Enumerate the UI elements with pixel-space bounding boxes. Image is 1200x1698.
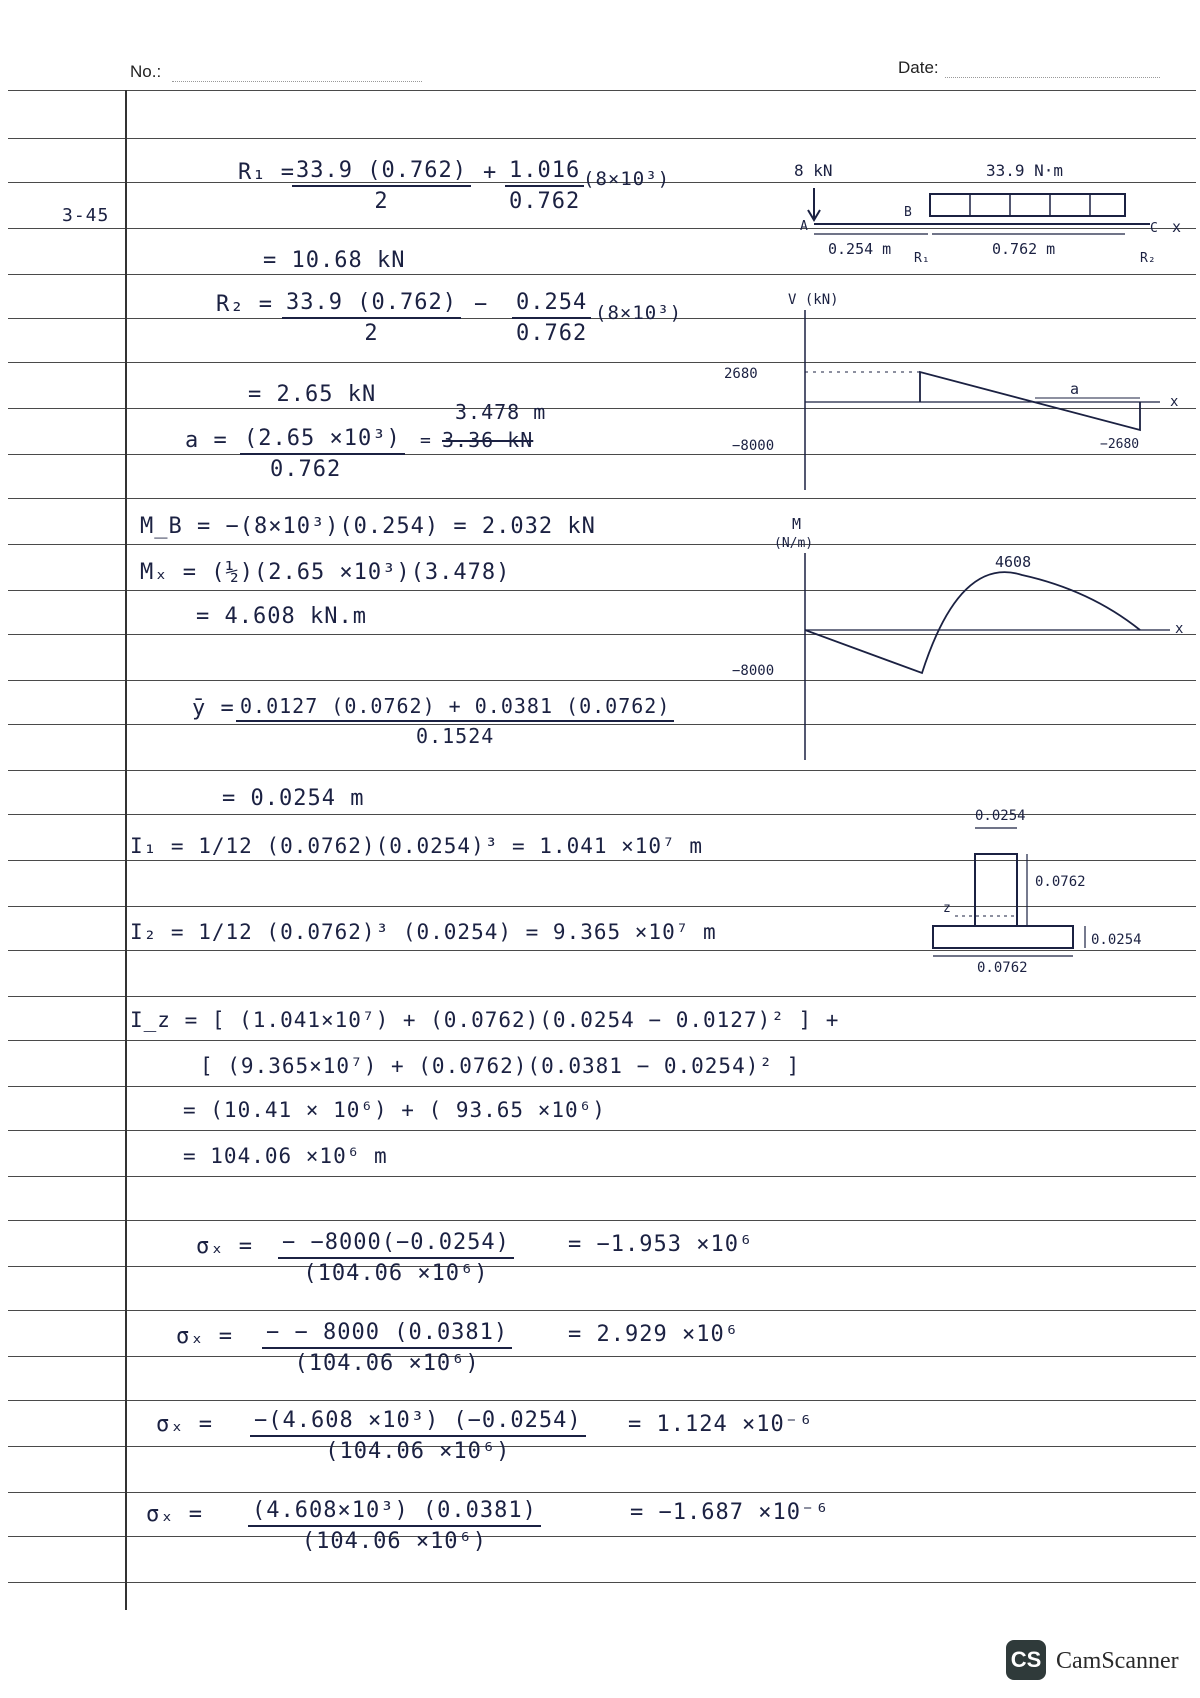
ruled-line [8,1040,1196,1041]
ruled-line [8,90,1196,91]
a-den: 0.762 [270,457,342,482]
stress4-num: (4.608×10³) (0.0381) [248,1498,541,1527]
mx-result: = 4.608 kN.m [196,604,367,629]
section-web-height: 0.0762 [1035,874,1086,890]
len-a-label: 0.254 m [828,240,892,258]
iz-line2: [ (9.365×10⁷) + (0.0762)(0.0381 − 0.0254)² ] [200,1054,801,1078]
shear-force-diagram [720,290,1200,490]
r2-num-a: 33.9 (0.762) [282,290,461,319]
problem-number: 3-45 [62,205,110,226]
ruled-line [8,1176,1196,1177]
ruled-line [8,1130,1196,1131]
r2-den-a: 2 [364,321,379,346]
r1-label: R₁ [914,251,930,266]
stress2-result: = 2.929 ×10⁶ [568,1322,739,1347]
point-b-label: B [904,205,912,220]
shear-x-label: x [1170,394,1179,410]
stress4-result: = −1.687 ×10⁻⁶ [630,1500,830,1525]
ruled-line [8,1356,1196,1357]
stress3-result: = 1.124 ×10⁻⁶ [628,1412,814,1437]
beam-x-label: x [1172,218,1182,236]
ruled-line [8,1446,1196,1447]
a-lhs: a = [185,428,228,453]
section-top-width: 0.0254 [975,808,1026,824]
section-web [975,854,1017,926]
ruled-line [8,498,1196,499]
shear-right-value: −2680 [1100,437,1140,452]
stress4-frac [248,1498,541,1554]
r1-den-b: 0.762 [509,189,581,214]
iz-line4: = 104.06 ×10⁶ m [183,1144,388,1168]
r2-lhs: R₂ = [216,292,273,317]
len-b-label: 0.762 m [992,240,1056,258]
stress2-den: (104.06 ×10⁶) [294,1351,480,1376]
stress2-num: − − 8000 (0.0381) [262,1320,512,1349]
shear-line [920,372,1140,430]
moment-yunit: (N/m) [774,536,814,551]
r2-den-b: 0.762 [516,321,588,346]
a-eq: = [420,430,432,451]
stress1-num: − −8000(−0.0254) [278,1230,514,1259]
shear-a-label: a [1070,380,1080,398]
r1-frac-a [292,158,471,214]
ybar-frac [236,694,674,748]
ruled-line [8,138,1196,139]
r1-frac-b [505,158,584,214]
beam-loading-diagram [780,150,1200,290]
r1-lhs: R₁ = [238,160,295,185]
margin-line [125,90,127,1610]
stress3-frac [250,1408,586,1464]
date-dotted-line [945,76,1160,78]
point-load-label: 8 kN [794,161,833,180]
r2-frac-b [512,290,591,346]
r1-result: = 10.68 kN [263,248,406,273]
iz-line3: = (10.41 × 10⁶) + ( 93.65 ×10⁶) [183,1098,606,1122]
ybar-lhs: ȳ = [192,696,235,721]
moment-ylabel: M [792,515,802,533]
ruled-line [8,1400,1196,1401]
date-label: Date: [898,58,939,77]
section-bottom-width: 0.0762 [977,960,1028,975]
r2-label: R₂ [1140,251,1156,266]
udl-block [930,194,1125,216]
ruled-line [8,770,1196,771]
shear-bottom-value: −8000 [732,438,775,454]
mx-equation: Mₓ = (½)(2.65 ×10³)(3.478) [140,560,511,585]
shear-top-value: 2680 [724,366,758,382]
r1-num-a: 33.9 (0.762) [292,158,471,187]
ruled-line [8,1266,1196,1267]
stress2-frac [262,1320,512,1376]
r2-frac-a [282,290,461,346]
moment-peak-value: 4608 [995,553,1032,571]
ruled-line [8,1536,1196,1537]
i2-equation: I₂ = 1/12 (0.0762)³ (0.0254) = 9.365 ×10⁷ m [130,920,717,944]
r2-result: = 2.65 kN [248,382,377,407]
no-label: No.: [130,62,162,81]
stress3-num: −(4.608 ×10³) (−0.0254) [250,1408,586,1437]
stress1-lhs: σₓ = [196,1234,253,1259]
r1-num-b: 1.016 [505,158,584,187]
section-z-label: z [943,901,951,916]
camscanner-brand: CamScanner [1056,1648,1179,1674]
r2-num-b: 0.254 [512,290,591,319]
a-struck: 3.36 kN [442,428,534,452]
ruled-line [8,996,1196,997]
ruled-line [8,1220,1196,1221]
ybar-den: 0.1524 [416,724,495,748]
stress1-den: (104.06 ×10⁶) [303,1261,489,1286]
ybar-result: = 0.0254 m [222,786,365,811]
moment-x-label: x [1175,621,1184,637]
shear-ylabel: V (kN) [788,292,839,308]
r1-den-a: 2 [374,189,389,214]
point-a-label: A [800,219,808,234]
r1-factor: (8×10³) [583,168,671,190]
udl-label: 33.9 N·m [986,161,1064,180]
a-frac [240,426,405,482]
camscanner-logo: CS [1006,1640,1046,1680]
cross-section-diagram [915,800,1195,975]
section-flange-thick: 0.0254 [1091,932,1142,948]
ruled-line [8,1310,1196,1311]
r2-minus: − [474,292,489,317]
moment-curve [805,572,1140,673]
section-flange [933,926,1073,948]
ruled-line [8,1086,1196,1087]
stress3-lhs: σₓ = [156,1412,213,1437]
stress2-lhs: σₓ = [176,1324,233,1349]
iz-line1: I_z = [ (1.041×10⁷) + (0.0762)(0.0254 − 0.0127)² ] + [130,1008,840,1032]
mb-equation: M_B = −(8×10³)(0.254) = 2.032 kN [140,514,596,539]
r1-plus: + [483,160,498,185]
moment-bottom-value: −8000 [732,663,775,679]
i1-equation: I₁ = 1/12 (0.0762)(0.0254)³ = 1.041 ×10⁷ m [130,834,704,858]
a-correction: 3.478 m [455,400,547,424]
bending-moment-diagram [730,515,1200,765]
stress1-result: = −1.953 ×10⁶ [568,1232,754,1257]
stress4-den: (104.06 ×10⁶) [301,1529,488,1554]
r2-factor: (8×10³) [595,302,683,324]
point-c-label: C [1150,221,1158,236]
stress3-den: (104.06 ×10⁶) [325,1439,511,1464]
no-dotted-line [172,80,422,82]
ruled-line [8,1492,1196,1493]
stress4-lhs: σₓ = [146,1502,203,1527]
a-num: (2.65 ×10³) [240,426,405,455]
ybar-num: 0.0127 (0.0762) + 0.0381 (0.0762) [236,694,674,722]
stress1-frac [278,1230,514,1286]
ruled-line [8,1582,1196,1583]
